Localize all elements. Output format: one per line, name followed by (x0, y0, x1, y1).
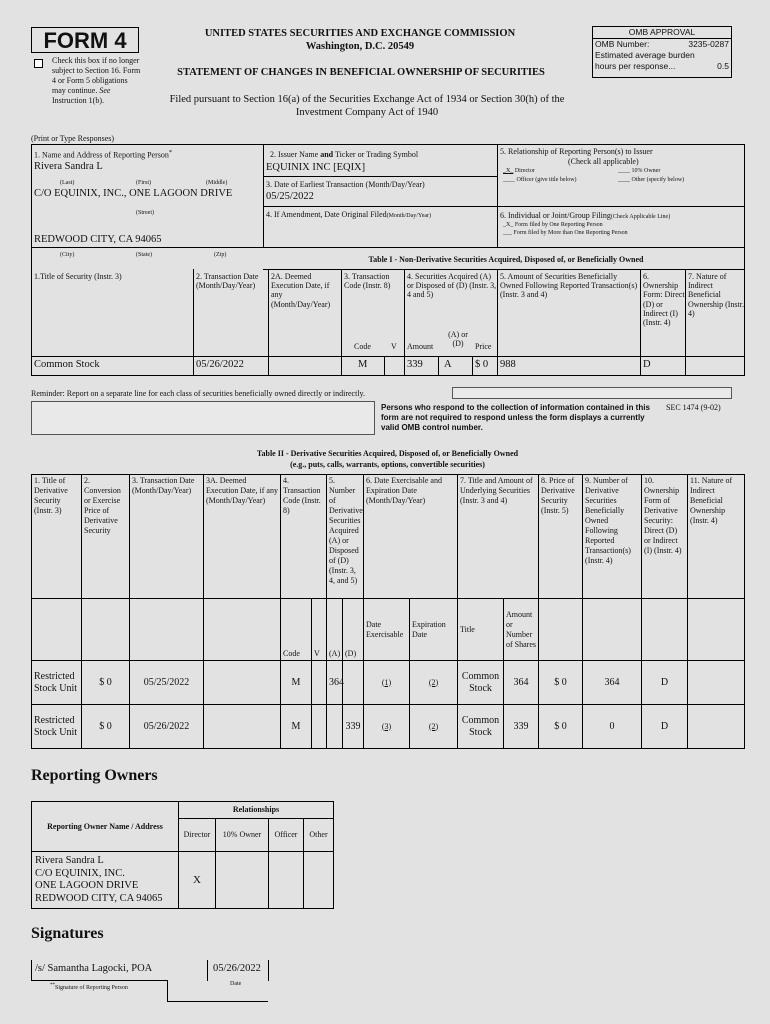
t1-h4: 4. Securities Acquired (A) or Disposed of (D) (Instr. 3, 4 and 5) (407, 272, 497, 300)
t1-h5: 5. Amount of Securities Beneficially Owned Following Reported Transaction(s) (Instr. 3 and 4) (500, 272, 638, 300)
reporting-owners-table (31, 801, 334, 909)
table-row (32, 705, 745, 749)
t2-h4: 4. Transaction Code (Instr. 8) (281, 475, 327, 599)
t1-sub-v: V (391, 342, 397, 351)
footnote-1-link[interactable]: (1) (381, 677, 392, 687)
t2-r1-date: 05/26/2022 (130, 705, 204, 749)
table2-title: Table II - Derivative Securities Acquired, Disposed of, or Beneficially Owned (256, 449, 519, 458)
t2-h3: 3. Transaction Date (Month/Day/Year) (130, 475, 204, 599)
t1-code: M (358, 359, 368, 370)
t2-h9: 9. Number of Derivative Securities Beneficially Owned Following Reported Transaction(s) (Instr. 4) (583, 475, 642, 599)
one-person-option[interactable]: _X_ Form filed by One Reporting Person (503, 222, 603, 228)
officer-option[interactable]: ____ Officer (give title below) (503, 177, 577, 183)
t2-h7: 7. Title and Amount of Underlying Securities (Instr. 3 and 4) (458, 475, 539, 599)
t2-r0-code: M (281, 661, 312, 705)
omb-hours-value: 0.5 (717, 61, 729, 71)
t2-r0-a: 364 (327, 661, 343, 705)
t2-r0-d (343, 661, 364, 705)
box3-label: 3. Date of Earliest Transaction (Month/Day/Year) (266, 180, 425, 189)
reminder-text: Reminder: Report on a separate line for each class of securities beneficially owned directly or indirectly. (31, 389, 366, 398)
t2-h11: 11. Nature of Indirect Beneficial Ownership (Instr. 4) (688, 475, 745, 599)
t2-r0-date: 05/25/2022 (130, 661, 204, 705)
omb-title: OMB APPROVAL (593, 27, 731, 39)
t2-sub-exp: Expiration Date (410, 599, 458, 661)
t2-r1-a (327, 705, 343, 749)
t2-r1-price: $ 0 (82, 705, 130, 749)
sec-code: SEC 1474 (9-02) (666, 403, 721, 412)
checkbox-description: Check this box if no longer subject to Section 16. Form 4 or Form 5 obligations may continue. See Instruction 1(b). (52, 56, 141, 105)
middle-label: (Middle) (206, 180, 228, 186)
print-type: (Print or Type Responses) (31, 134, 115, 143)
box1-label: 1. Name and Address of Reporting Person* (34, 149, 173, 160)
omb-approval-box (592, 26, 732, 78)
street-label: (Street) (136, 210, 154, 216)
owner-director-mark: X (179, 852, 216, 909)
t2-h3a: 3A. Deemed Execution Date, if any (Month/Day/Year) (204, 475, 281, 599)
city-label: (City) (60, 252, 75, 258)
t2-h8: 8. Price of Derivative Security (Instr. 5) (539, 475, 583, 599)
state-label: (State) (136, 252, 152, 258)
box4-label: 4. If Amendment, Date Original Filed(Month/Day/Year) (266, 210, 432, 219)
reminder-box (452, 387, 732, 399)
persons-box (31, 401, 375, 435)
table-row (32, 661, 745, 705)
t2-h10: 10. Ownership Form of Derivative Security: Direct (D) or Indirect (I) (Instr. 4) (642, 475, 688, 599)
t2-r0-amt: 364 (504, 661, 539, 705)
reporting-person-name: Rivera Sandra L (34, 161, 103, 172)
reporting-address: C/O EQUINIX, INC., ONE LAGOON DRIVE (34, 188, 233, 199)
omb-hours-label: hours per response... (595, 61, 676, 71)
omb-number-value: 3235-0287 (688, 39, 729, 49)
t2-r0-price: $ 0 (82, 661, 130, 705)
box6-label: 6. Individual or Joint/Group Filing(Check Applicable Line) (500, 211, 671, 220)
form-title: FORM 4 (31, 27, 139, 53)
zip-label: (Zip) (214, 252, 227, 258)
t2-sub-title: Title (458, 599, 504, 661)
t1-sub-code: Code (354, 342, 371, 351)
date-label: Date (230, 981, 242, 987)
omb-number-label: OMB Number: (595, 39, 650, 49)
t1-sub-aord: (A) or (D) (448, 330, 468, 349)
t1-amount: 339 (407, 359, 423, 370)
t2-h5: 5. Number of Derivative Securities Acquired (A) or Disposed of (D) (Instr. 3, 4, and 5) (327, 475, 364, 599)
t1-h7: 7. Nature of Indirect Beneficial Ownership (Instr. 4) (688, 272, 744, 318)
owner-name-header: Reporting Owner Name / Address (32, 802, 179, 852)
relationships-header: Relationships (179, 802, 334, 819)
signatures-heading: Signatures (31, 925, 104, 942)
t1-security: Common Stock (34, 359, 100, 370)
t2-r1-code: M (281, 705, 312, 749)
earliest-date: 05/25/2022 (266, 191, 314, 202)
reporting-owners-heading: Reporting Owners (31, 767, 158, 784)
table1-title: Table I - Non-Derivative Securities Acquired, Disposed of, or Beneficially Owned (368, 255, 644, 264)
table2-subtitle: (e.g., puts, calls, warrants, options, convertible securities) (290, 460, 485, 469)
box2-label: 2. Issuer Name and Ticker or Trading Symbol (270, 150, 419, 159)
t2-h6: 6. Date Exercisable and Expiration Date (Month/Day/Year) (364, 475, 458, 599)
last-label: (Last) (60, 180, 75, 186)
t2-r0-form: D (642, 661, 688, 705)
t2-r1-amt: 339 (504, 705, 539, 749)
t1-date: 05/26/2022 (196, 359, 244, 370)
box5-sub: (Check all applicable) (568, 157, 639, 166)
signature-label: **Signature of Reporting Person (50, 983, 128, 991)
t1-price: $ 0 (475, 359, 489, 370)
t1-h2a: 2A. Deemed Execution Date, if any (Month/Day/Year) (271, 272, 331, 309)
footnote-3-link[interactable]: (3) (381, 721, 392, 731)
signature-date: 05/26/2022 (213, 963, 261, 974)
t2-h2: 2. Conversion or Exercise Price of Derivative Security (82, 475, 130, 599)
footnote-2-link[interactable]: (2) (428, 721, 439, 731)
t1-h1: 1.Title of Security (Instr. 3) (34, 272, 122, 281)
t1-aord: A (444, 359, 452, 370)
director-header: Director (179, 819, 216, 852)
t2-r1-title: Restricted Stock Unit (32, 705, 82, 749)
tenpct-header: 10% Owner (216, 819, 269, 852)
t2-r0-dprice: $ 0 (539, 661, 583, 705)
no-longer-subject-checkbox[interactable] (34, 59, 43, 68)
other-option[interactable]: ____ Other (specify below) (618, 177, 685, 183)
t2-h1: 1. Title of Derivative Security (Instr. 3) (32, 475, 82, 599)
t2-r0-owned: 364 (583, 661, 642, 705)
box5-label: 5. Relationship of Reporting Person(s) to Issuer (500, 147, 653, 156)
t1-h2: 2. Transaction Date (Month/Day/Year) (196, 272, 259, 291)
other-header: Other (304, 819, 334, 852)
first-label: (First) (136, 180, 151, 186)
multi-person-option[interactable]: ___ Form filed by More than One Reporting Person (503, 230, 628, 236)
t2-r1-under: Common Stock (458, 705, 504, 749)
director-option[interactable]: _X_ Director (503, 168, 535, 174)
reporting-city: REDWOOD CITY, CA 94065 (34, 234, 162, 245)
t1-form: D (643, 359, 651, 370)
signer-name: /s/ Samantha Lagocki, POA (35, 963, 153, 974)
statement-title: STATEMENT OF CHANGES IN BENEFICIAL OWNERSHIP OF SECURITIES (177, 67, 545, 78)
table2 (31, 474, 745, 749)
omb-burden-label: Estimated average burden (595, 50, 695, 60)
t2-sub-exer: Date Exercisable (364, 599, 410, 661)
t2-r0-title: Restricted Stock Unit (32, 661, 82, 705)
t1-h6: 6. Ownership Form: Direct (D) or Indirect (I) (Instr. 4) (643, 272, 685, 327)
issuer-name: EQUINIX INC [EQIX] (266, 162, 366, 173)
t2-r1-dprice: $ 0 (539, 705, 583, 749)
t2-sub-v: V (312, 599, 327, 661)
owner-address: Rivera Sandra L C/O EQUINIX, INC. ONE LAGOON DRIVE REDWOOD CITY, CA 94065 (32, 852, 179, 909)
filed-pursuant: Filed pursuant to Section 16(a) of the Securities Exchange Act of 1934 or Section 30(h) of the Investment Company Act of 1940 (169, 94, 565, 118)
table-row (32, 852, 334, 909)
t2-sub-amt: Amount or Number of Shares (504, 599, 539, 661)
ten-percent-option[interactable]: ____ 10% Owner (618, 168, 661, 174)
t2-r1-form: D (642, 705, 688, 749)
t2-r0-under: Common Stock (458, 661, 504, 705)
t1-h3: 3. Transaction Code (Instr. 8) (344, 272, 391, 291)
footnote-2-link[interactable]: (2) (428, 677, 439, 687)
officer-header: Officer (269, 819, 304, 852)
t2-sub-d: (D) (343, 599, 364, 661)
t1-sub-amount: Amount (407, 342, 434, 351)
t2-sub-a: (A) (327, 599, 343, 661)
t2-sub-code: Code (281, 599, 312, 661)
t2-r1-d: 339 (343, 705, 364, 749)
persons-text: Persons who respond to the collection of information contained in this form are not required to respond unless the form displays a currently valid OMB control number. (381, 403, 650, 432)
agency-name: UNITED STATES SECURITIES AND EXCHANGE COMMISSION Washington, D.C. 20549 (204, 28, 516, 52)
t1-sub-price: Price (475, 342, 492, 351)
t1-owned: 988 (500, 359, 516, 370)
t2-r1-owned: 0 (583, 705, 642, 749)
